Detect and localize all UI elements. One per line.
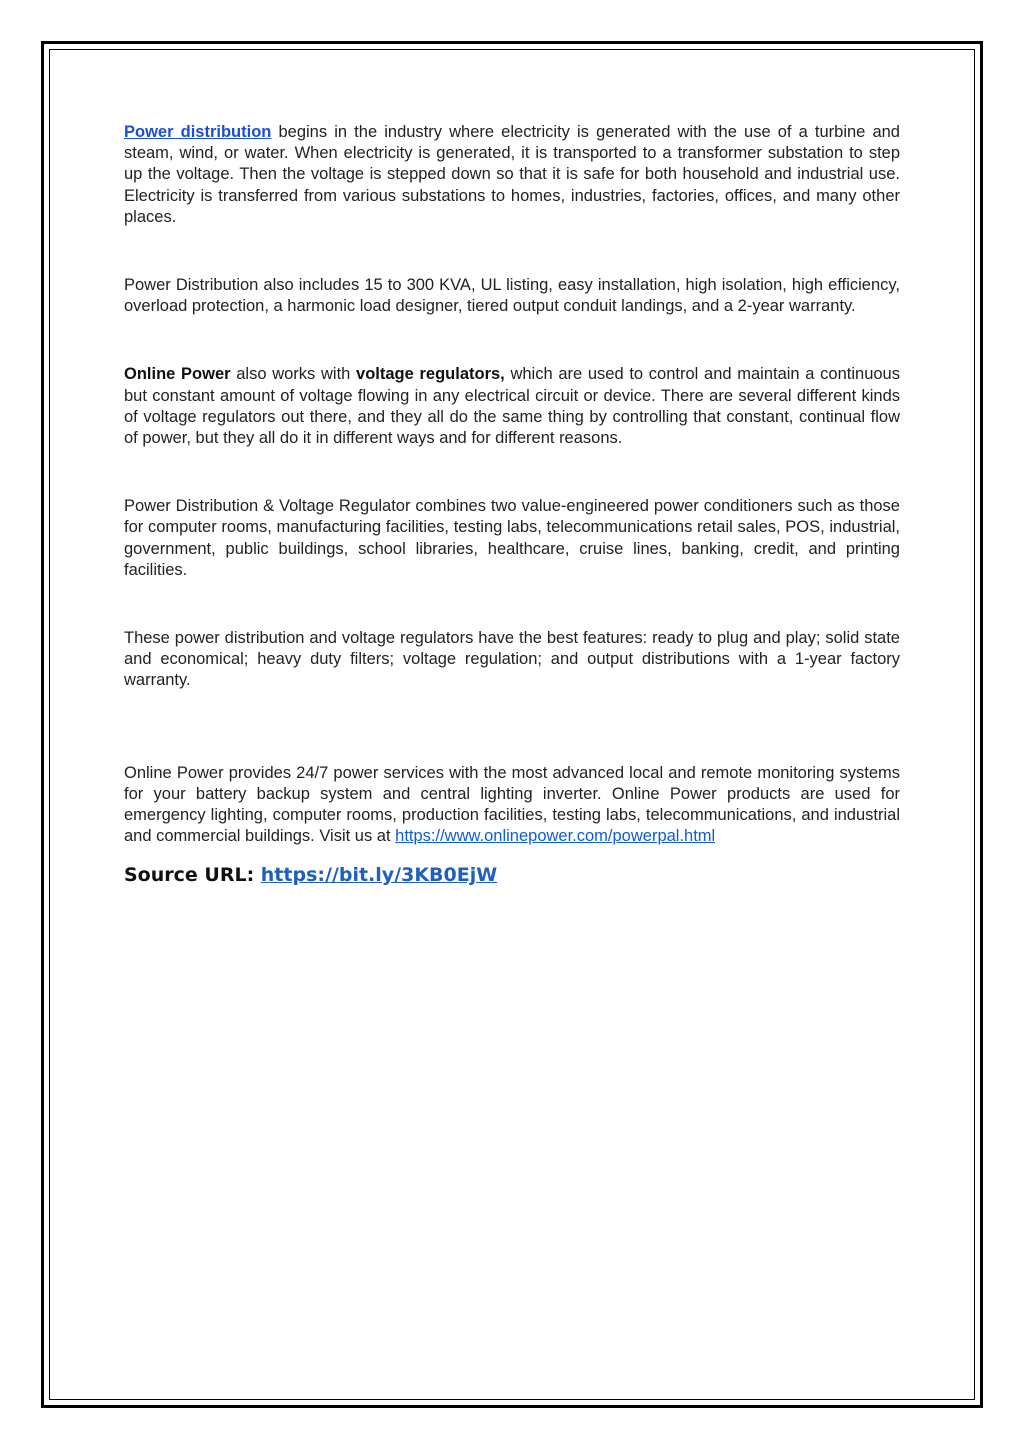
- paragraph-power-conditioners: [124, 496, 900, 581]
- paragraph-text: also works with: [230, 365, 357, 384]
- paragraph-text: These power distribution and voltage regulators have the best features: ready to plug and play; solid state and economical; heavy duty filters; voltage regulation; and output distributions with a 1-year factory warranty.: [124, 629, 900, 690]
- paragraph-online-power-services: [124, 763, 900, 848]
- document-body: [124, 122, 900, 887]
- voltage-regulators-bold: voltage regulators,: [356, 365, 505, 384]
- source-url-label: Source URL:: [124, 864, 261, 887]
- online-power-bold: Online Power: [124, 365, 231, 384]
- paragraph-text: which are used to control and maintain a continuous but constant amount of voltage flowing in any electrical circuit or device. There are several different kinds of voltage regulators out there, and they all do the same thing by controlling that constant, continual flow of power, but they all do it in different ways and for different reasons.: [124, 365, 900, 448]
- paragraph-power-distribution-intro: [124, 122, 900, 228]
- paragraph-text: Online Power provides 24/7 power services with the most advanced local and remote monitoring systems for your battery backup system and central lighting inverter. Online Power products are used for emergency lighting, computer rooms, production facilities, testing labs, telecommunications, and industrial and commercial buildings. Visit us at: [124, 763, 900, 846]
- onlinepower-url-link[interactable]: https://www.onlinepower.com/powerpal.html: [395, 827, 716, 846]
- source-url-link[interactable]: https://bit.ly/3KB0EjW: [260, 864, 498, 887]
- paragraph-text: Power Distribution also includes 15 to 300 KVA, UL listing, easy installation, high isolation, high efficiency, overload protection, a harmonic load designer, tiered output conduit landings, and a 2-year warranty.: [124, 276, 900, 316]
- source-url-line: [124, 863, 900, 887]
- paragraph-power-distribution-features: [124, 275, 900, 317]
- power-distribution-link[interactable]: Power distribution: [124, 123, 272, 141]
- paragraph-voltage-regulators: [124, 364, 900, 449]
- paragraph-features-warranty: [124, 628, 900, 692]
- paragraph-text: Power Distribution & Voltage Regulator combines two value-engineered power conditioners such as those for computer rooms, manufacturing facilities, testing labs, telecommunications retail sales, POS, industrial, government, public buildings, school libraries, healthcare, cruise lines, banking, credit, and printing facilities.: [124, 497, 900, 579]
- paragraph-text: begins in the industry where electricity is generated with the use of a turbine and steam, wind, or water. When electricity is generated, it is transported to a transformer substation to step up the voltage. Then the voltage is stepped down so that it is safe for both household and industrial use. Electricity is transferred from various substations to homes, industries, factories, offices, and many other places.: [124, 123, 900, 226]
